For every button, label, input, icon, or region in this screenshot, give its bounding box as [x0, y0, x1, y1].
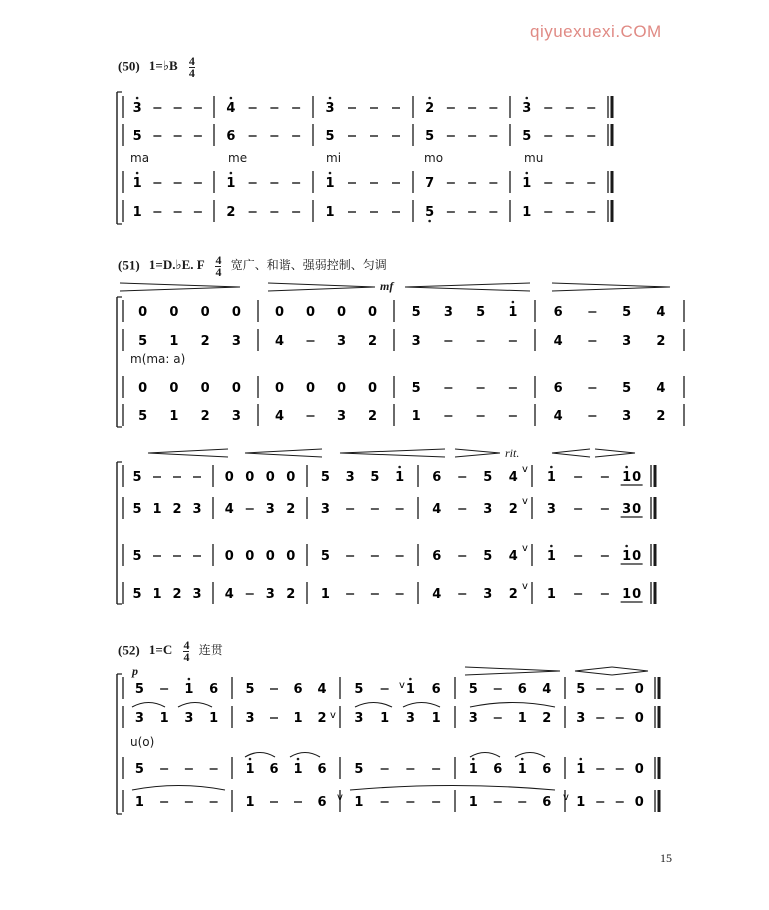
ex51b-r2-m4-high-dot — [550, 545, 553, 548]
ex52-r2-m3-note: 1 — [517, 762, 527, 777]
ex52-r1-m2-note: 1 — [431, 711, 441, 726]
ex52-r0-m2-note: 6 — [431, 682, 441, 697]
ex51-cresc-hairpin — [340, 449, 445, 453]
ex52-r0-m4-note: 5 — [576, 682, 586, 697]
ex51b-r1-m1-note: 2 — [286, 502, 296, 517]
ex50-r0-m3-note: 2 — [425, 101, 435, 116]
ex52-r2-m3-note: 6 — [493, 762, 503, 777]
ex52-r2-m1-high-dot — [249, 758, 252, 761]
ex51a-r3-m0-note: 1 — [169, 409, 179, 424]
ex51b-r2-m3-note: 6 — [432, 549, 442, 564]
ex51b-r0-m1-note: 0 — [245, 470, 255, 485]
ex52-r1-m0-note: 3 — [184, 711, 194, 726]
ex51-cresc-hairpin — [148, 453, 228, 457]
ex51a-r1-m3-note: 3 — [622, 334, 632, 349]
ex50-r1-m4-note: 5 — [522, 129, 532, 144]
ex52-cresc-hairpin — [575, 667, 612, 671]
ex50-r3-m0-note: 1 — [132, 205, 142, 220]
ex52-r1-m4-note: 0 — [634, 711, 644, 726]
ex52-dim-hairpin — [465, 667, 560, 671]
ex51-key: 1=D.♭E. F — [148, 257, 205, 273]
ex52-time-signature: $\frac{4}{4}$ — [183, 638, 190, 664]
ex51a-r3-m2-note: 1 — [411, 409, 421, 424]
ex50-r2-m4-high-dot — [525, 172, 528, 175]
ex51b-r0-m2-note: 5 — [370, 470, 380, 485]
ex50-r1-m2-note: 5 — [325, 129, 335, 144]
ex50-r0-m1-note: 4 — [226, 101, 236, 116]
ex52-r2-m1-note: 6 — [269, 762, 279, 777]
ex51a-r2-m1-note: 0 — [367, 381, 378, 396]
ex52-r0-m1-note: 4 — [317, 682, 327, 697]
ex52-dynamic-p: p — [132, 664, 138, 678]
ex51b-r0-m4-note: 1 — [622, 470, 632, 485]
ex51-cresc-hairpin — [405, 283, 530, 287]
ex51-time-signature: $\frac{4}{4}$ — [215, 253, 222, 279]
ex51b-r0-m0-note: 5 — [132, 470, 142, 485]
ex51-dynamic-mf: mf — [380, 279, 394, 293]
ex51b-r3-m2-note: 1 — [320, 587, 330, 602]
ex51a-r2-m0-note: 0 — [231, 381, 241, 396]
ex51-dim-hairpin — [268, 283, 375, 287]
ex51a-r3-m3-note: 2 — [656, 409, 666, 424]
ex52-r0-m2-note: 1 — [405, 682, 415, 697]
ex51a-r2-m0-note: 0 — [169, 381, 179, 396]
ex51b-r1-m3-note: 4 — [432, 502, 442, 517]
ex50-time-signature: $\frac{4}{4}$ — [188, 54, 195, 80]
ex52-r0-m1-note: 6 — [293, 682, 303, 697]
ex51b-r2-m0-note: 5 — [132, 549, 142, 564]
breath-mark: v — [522, 581, 528, 592]
ex51a-r0-m2-note: 5 — [411, 305, 421, 320]
ex51-dim-hairpin — [455, 449, 500, 453]
ex50-r3-m1-note: 2 — [226, 205, 236, 220]
ex50-r1-m0-note: 5 — [132, 129, 142, 144]
ex51a-r3-m0-note: 2 — [200, 409, 210, 424]
ex52-slur — [515, 753, 545, 758]
ex51a-r2-m0-note: 0 — [138, 381, 148, 396]
ex51b-r0-m2-note: 5 — [320, 470, 330, 485]
ex50-syllable-mo: mo — [424, 151, 444, 165]
ex51a-r0-m0-note: 0 — [200, 305, 210, 320]
ex51a-r1-m0-note: 5 — [138, 334, 148, 349]
ex51b-r3-m1-note: 3 — [265, 587, 275, 602]
ex52-r1-m3-note: 2 — [542, 711, 552, 726]
ex51a-r1-m2-note: 3 — [411, 334, 421, 349]
ex51-dim-hairpin — [595, 449, 635, 453]
breath-mark: v — [330, 710, 336, 721]
ex52-slur — [403, 703, 440, 708]
ex51-cresc-hairpin — [405, 287, 530, 291]
ex51b-r0-m4-high-dot — [625, 466, 628, 469]
ex51b-r3-m4-note: 1 — [546, 587, 556, 602]
ex51b-r3-m0-note: 2 — [172, 587, 182, 602]
ex52-slur — [132, 786, 225, 791]
ex52-number: (52) — [118, 642, 140, 658]
ex51a-r0-m2-note: 5 — [476, 305, 486, 320]
ex51a-r1-m1-note: 2 — [367, 334, 378, 349]
ex51-cresc-hairpin — [552, 453, 590, 457]
ex51b-r2-m3-note: 5 — [483, 549, 493, 564]
ex51-cresc-hairpin — [552, 449, 590, 453]
ex51a-r2-m1-note: 0 — [274, 381, 285, 396]
ex51a-r2-m2-note: 5 — [411, 381, 421, 396]
ex52-r2-m3-note: 6 — [542, 762, 552, 777]
ex50-r2-m4-note: 1 — [522, 176, 532, 191]
ex51b-r3-m0-note: 1 — [152, 587, 162, 602]
ex52-r2-m1-note: 1 — [293, 762, 303, 777]
ex50-r0-m2-note: 3 — [325, 101, 335, 116]
ex52-r0-m0-note: 5 — [134, 682, 144, 697]
ex52-r0-m4-note: 0 — [634, 682, 644, 697]
ex51a-r1-m3-note: 4 — [553, 334, 563, 349]
ex52-slur — [470, 753, 500, 758]
ex52-dim-hairpin — [612, 671, 648, 675]
ex51a-r3-m0-note: 3 — [231, 409, 241, 424]
ex52-r2-m4-note: 0 — [634, 762, 644, 777]
ex50-r0-m1-high-dot — [230, 97, 233, 100]
ex51-description: 宽广、和谐、强弱控制、匀调 — [230, 258, 387, 273]
ex52-dim-hairpin — [465, 671, 560, 675]
ex51-dim-hairpin — [120, 283, 240, 287]
ex51a-r1-m1-note: 4 — [274, 334, 285, 349]
ex51b-r1-m0-note: 1 — [152, 502, 162, 517]
ex51b-r1-m3-note: 3 — [483, 502, 493, 517]
ex51b-r3-m4-note: 1 — [622, 587, 632, 602]
ex51b-r0-m3-note: 5 — [483, 470, 493, 485]
ex52-slur — [132, 703, 165, 708]
breath-mark: v — [337, 792, 343, 803]
ex52-r1-m3-note: 1 — [517, 711, 527, 726]
ex52-r2-m0-note: 5 — [134, 762, 144, 777]
ex52-r0-m1-note: 5 — [245, 682, 255, 697]
ex51a-r3-m3-note: 3 — [622, 409, 632, 424]
ex52-slur — [290, 753, 320, 758]
ex51a-r0-m3-note: 4 — [656, 305, 666, 320]
ex52-r1-m0-note: 1 — [159, 711, 169, 726]
ex51b-r1-m0-note: 5 — [132, 502, 142, 517]
ex51b-r2-m3-note: 4 — [508, 549, 518, 564]
ex51b-r0-m3-note: 4 — [508, 470, 518, 485]
ex51b-r3-m3-note: 2 — [508, 587, 518, 602]
ex50-key: 1=♭B — [148, 58, 178, 74]
ex51-cresc-hairpin — [340, 453, 445, 457]
breath-mark: v — [522, 496, 528, 507]
ex51b-r0-m4-note: 1 — [546, 470, 556, 485]
ex52-r0-m3-note: 6 — [517, 682, 527, 697]
ex50-r2-m2-note: 1 — [325, 176, 335, 191]
ex51-dim-hairpin — [120, 287, 240, 291]
ex51b-r1-m4-note: 0 — [632, 502, 642, 517]
ex51a-r1-m1-note: 3 — [336, 334, 347, 349]
ex51a-r1-m0-note: 1 — [169, 334, 179, 349]
ex52-syllables: u(o) — [130, 735, 155, 749]
ex52-r0-m3-note: 4 — [542, 682, 552, 697]
ex51b-r1-m1-note: 4 — [224, 502, 234, 517]
ex52-slur — [350, 786, 555, 791]
breath-mark: v — [522, 464, 528, 475]
ex51-dim-hairpin — [552, 287, 670, 291]
ex51b-r0-m4-note: 0 — [632, 470, 642, 485]
ex52-r1-m1-note: 1 — [293, 711, 303, 726]
ex51-dim-hairpin — [595, 453, 635, 457]
ex51a-r0-m3-note: 6 — [553, 305, 563, 320]
ex52-r0-m0-high-dot — [188, 678, 191, 681]
ex51-rit: rit. — [505, 446, 520, 460]
ex51a-r2-m3-note: 6 — [553, 381, 563, 396]
ex51b-r2-m2-note: 5 — [320, 549, 330, 564]
ex51a-r0-m1-note: 0 — [367, 305, 378, 320]
ex52-r3-m1-note: 6 — [317, 795, 327, 810]
ex52-r1-m2-note: 1 — [380, 711, 390, 726]
ex51b-r0-m4-high-dot — [550, 466, 553, 469]
ex50-r3-m2-note: 1 — [325, 205, 335, 220]
ex51a-r0-m1-note: 0 — [305, 305, 316, 320]
ex50-syllable-mi: mi — [326, 151, 342, 165]
ex52-slur — [245, 753, 275, 758]
ex50-syllable-mu: mu — [524, 151, 544, 165]
ex51b-r2-m1-note: 0 — [265, 549, 275, 564]
ex51-dim-hairpin — [552, 283, 670, 287]
ex52-slur — [470, 703, 555, 708]
ex52-r0-m0-note: 6 — [209, 682, 219, 697]
breath-mark: v — [563, 792, 569, 803]
ex50-r0-m0-note: 3 — [132, 101, 142, 116]
ex52-r2-m3-note: 1 — [468, 762, 478, 777]
ex52-r3-m2-note: 1 — [354, 795, 364, 810]
ex51a-r0-m1-note: 0 — [274, 305, 285, 320]
ex52-r1-m0-note: 3 — [134, 711, 144, 726]
ex51a-r0-m0-note: 0 — [169, 305, 179, 320]
ex51b-r0-m1-note: 0 — [286, 470, 296, 485]
ex50-r3-m4-note: 1 — [522, 205, 532, 220]
ex51b-r0-m2-note: 1 — [395, 470, 405, 485]
ex52-dim-hairpin — [612, 667, 648, 671]
ex51b-r1-m1-note: 3 — [265, 502, 275, 517]
ex50-r2-m1-note: 1 — [226, 176, 236, 191]
ex51b-r1-m0-note: 3 — [192, 502, 202, 517]
ex51a-r3-m0-note: 5 — [138, 409, 148, 424]
ex50-r0-m0-high-dot — [136, 97, 139, 100]
ex51a-r0-m2-note: 1 — [508, 305, 518, 320]
ex52-r2-m4-note: 1 — [576, 762, 586, 777]
ex52-r1-m1-note: 2 — [317, 711, 327, 726]
ex51b-r2-m1-note: 0 — [245, 549, 255, 564]
ex51b-r2-m1-note: 0 — [224, 549, 234, 564]
ex52-r2-m2-note: 5 — [354, 762, 364, 777]
ex51a-r1-m0-note: 2 — [200, 334, 210, 349]
ex52-r2-m1-note: 1 — [245, 762, 255, 777]
ex51b-r2-m4-note: 1 — [622, 549, 632, 564]
ex50-r0-m3-high-dot — [428, 97, 431, 100]
ex52-r1-m3-note: 3 — [468, 711, 478, 726]
ex51b-r2-m4-high-dot — [625, 545, 628, 548]
ex51b-r2-m1-note: 0 — [286, 549, 296, 564]
ex52-r3-m1-note: 1 — [245, 795, 255, 810]
ex51a-r2-m1-note: 0 — [336, 381, 347, 396]
ex50-r2-m1-high-dot — [230, 172, 233, 175]
ex52-r2-m3-high-dot — [472, 758, 475, 761]
ex51-cresc-hairpin — [245, 453, 322, 457]
ex52-r1-m2-note: 3 — [354, 711, 364, 726]
ex50-number: (50) — [118, 58, 140, 74]
ex52-r2-m4-high-dot — [579, 758, 582, 761]
ex52-r1-m0-note: 1 — [209, 711, 219, 726]
ex52-r0-m3-note: 5 — [468, 682, 478, 697]
ex50-r3-m3-low-dot — [428, 220, 431, 223]
ex51a-r2-m3-note: 4 — [656, 381, 666, 396]
ex52-slur — [178, 703, 212, 708]
ex51b-r3-m0-note: 3 — [192, 587, 202, 602]
ex52-cresc-hairpin — [575, 671, 612, 675]
ex51a-r0-m0-note: 0 — [138, 305, 148, 320]
ex51b-r1-m0-note: 2 — [172, 502, 182, 517]
breath-mark: v — [399, 680, 405, 691]
ex52-r0-m2-note: 5 — [354, 682, 364, 697]
ex50-syllable-me: me — [228, 151, 248, 165]
ex51a-r2-m0-note: 0 — [200, 381, 210, 396]
ex51-dim-hairpin — [268, 287, 375, 291]
ex51-cresc-hairpin — [148, 449, 228, 453]
ex51b-r3-m3-note: 4 — [432, 587, 442, 602]
ex51b-r0-m1-note: 0 — [224, 470, 234, 485]
ex51-dim-hairpin — [455, 453, 500, 457]
ex51b-r3-m3-note: 3 — [483, 587, 493, 602]
ex52-slur — [355, 703, 392, 708]
ex51a-r0-m2-high-dot — [512, 301, 515, 304]
ex51a-r0-m2-note: 3 — [443, 305, 453, 320]
ex50-r2-m2-high-dot — [329, 172, 332, 175]
ex50-r2-m0-note: 1 — [132, 176, 142, 191]
ex51a-r3-m1-note: 2 — [367, 409, 378, 424]
ex50-r1-m3-note: 5 — [425, 129, 435, 144]
ex52-key: 1=C — [148, 642, 173, 658]
ex50-r0-m2-high-dot — [329, 97, 332, 100]
page-number: 15 — [660, 851, 672, 865]
ex52-r2-m1-note: 6 — [317, 762, 327, 777]
ex51b-r3-m4-note: 0 — [632, 587, 642, 602]
ex52-r2-m3-high-dot — [521, 758, 524, 761]
breath-mark: v — [522, 543, 528, 554]
ex51a-r3-m3-note: 4 — [553, 409, 563, 424]
ex52-r0-m0-note: 1 — [184, 682, 194, 697]
ex52-r2-m1-high-dot — [297, 758, 300, 761]
ex51a-r3-m1-note: 4 — [274, 409, 285, 424]
ex51b-r1-m4-note: 3 — [546, 502, 556, 517]
ex51a-r3-m1-note: 3 — [336, 409, 347, 424]
ex50-r2-m3-note: 7 — [425, 176, 435, 191]
ex51b-r3-m1-note: 2 — [286, 587, 296, 602]
ex51b-r1-m2-note: 3 — [320, 502, 330, 517]
ex52-r0-m2-high-dot — [409, 678, 412, 681]
ex51b-r3-m0-note: 5 — [132, 587, 142, 602]
ex51a-r1-m3-note: 2 — [656, 334, 666, 349]
ex51b-r1-m4-note: 3 — [622, 502, 632, 517]
ex51a-r0-m1-note: 0 — [336, 305, 347, 320]
ex51b-r0-m2-note: 3 — [345, 470, 355, 485]
ex52-r1-m1-note: 3 — [245, 711, 255, 726]
ex51b-r0-m1-note: 0 — [265, 470, 275, 485]
ex52-r3-m0-note: 1 — [134, 795, 144, 810]
ex50-r3-m3-note: 5 — [425, 205, 435, 220]
ex51a-r2-m3-note: 5 — [622, 381, 632, 396]
ex51a-r1-m0-note: 3 — [231, 334, 241, 349]
ex52-r1-m2-note: 3 — [405, 711, 415, 726]
ex51b-r3-m1-note: 4 — [224, 587, 234, 602]
ex51b-r1-m3-note: 2 — [508, 502, 518, 517]
ex50-r0-m4-note: 3 — [522, 101, 532, 116]
ex52-description: 连贯 — [198, 643, 223, 658]
ex51a-r2-m1-note: 0 — [305, 381, 316, 396]
ex51a-r0-m0-note: 0 — [231, 305, 241, 320]
ex51-number: (51) — [118, 257, 140, 273]
ex52-r3-m3-note: 6 — [542, 795, 552, 810]
ex51a-r0-m3-note: 5 — [622, 305, 632, 320]
ex50-r1-m1-note: 6 — [226, 129, 236, 144]
ex50-r2-m0-high-dot — [136, 172, 139, 175]
ex51-syllables: m(ma: a) — [130, 352, 186, 366]
ex52-r3-m4-note: 1 — [576, 795, 586, 810]
ex51b-r2-m4-note: 1 — [546, 549, 556, 564]
ex52-r3-m3-note: 1 — [468, 795, 478, 810]
ex51b-r2-m4-note: 0 — [632, 549, 642, 564]
ex50-syllable-ma: ma — [130, 151, 150, 165]
ex51b-r0-m3-note: 6 — [432, 470, 442, 485]
ex52-r3-m4-note: 0 — [634, 795, 644, 810]
ex51-cresc-hairpin — [245, 449, 322, 453]
ex51b-r0-m2-high-dot — [398, 466, 401, 469]
ex52-r1-m4-note: 3 — [576, 711, 586, 726]
watermark: qiyuexuexi.COM — [530, 22, 662, 41]
ex50-r0-m4-high-dot — [525, 97, 528, 100]
